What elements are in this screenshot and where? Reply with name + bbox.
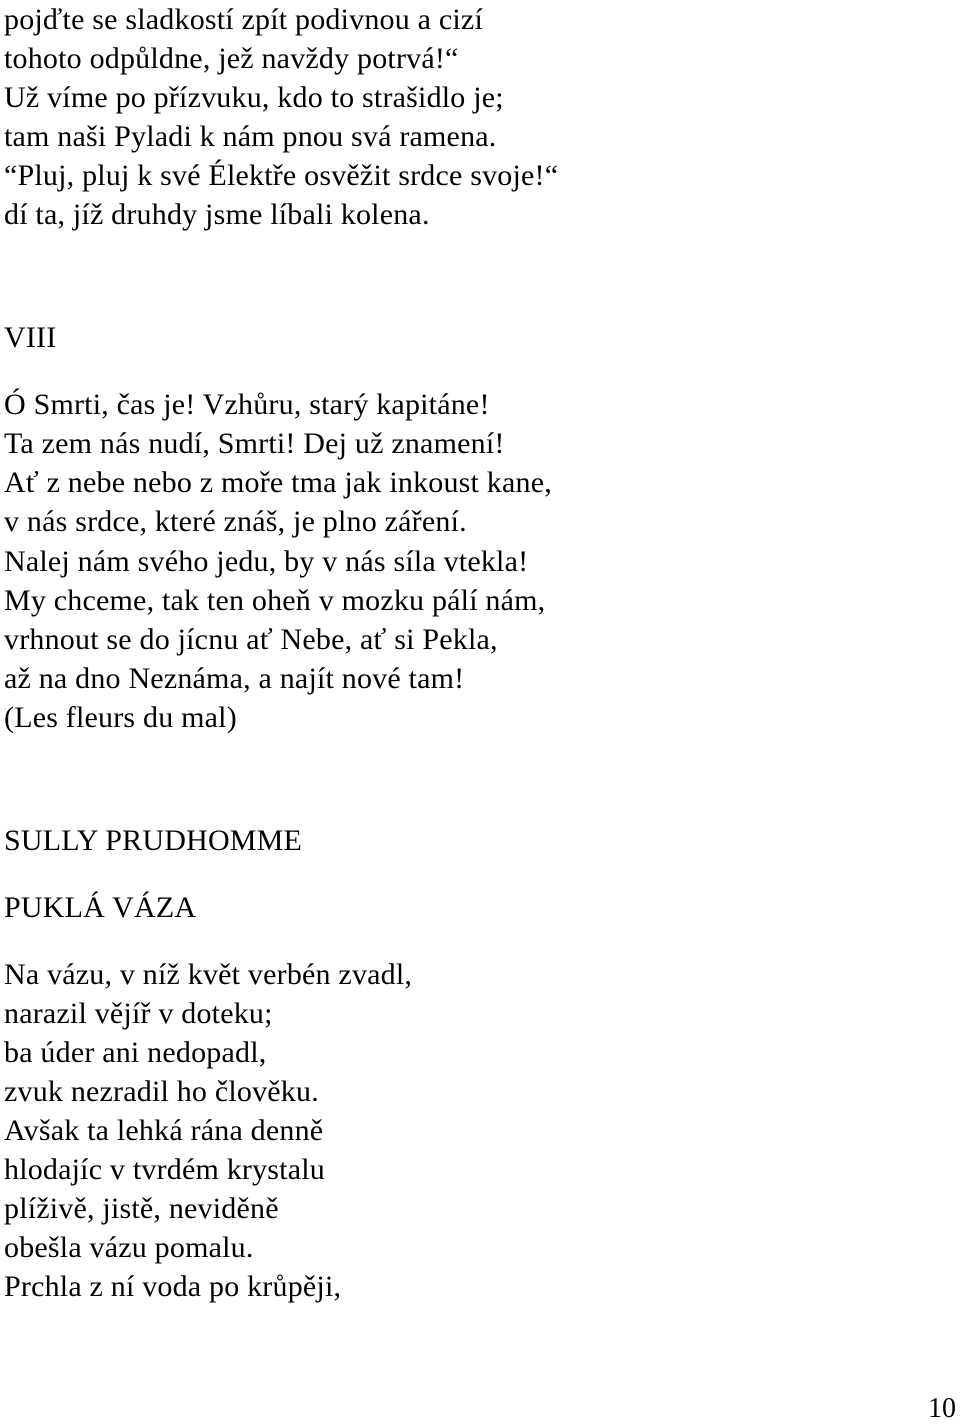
source-citation: (Les fleurs du mal) [4, 701, 237, 734]
author-name: SULLY PRUDHOMME [4, 824, 303, 857]
verse-line: tohoto odpůldne, jež navždy potrvá!“ [4, 42, 459, 75]
verse-line: pojďte se sladkostí zpít podivnou a cizí [4, 3, 483, 36]
verse-line: “Pluj, pluj k své Élektře osvěžit srdce svoje!“ [4, 159, 559, 192]
verse-line: vrhnout se do jícnu ať Nebe, ať si Pekla, [4, 623, 498, 656]
verse-line: hlodajíc v tvrdém krystalu [4, 1153, 325, 1186]
verse-line: Prchla z ní voda po krůpěji, [4, 1270, 342, 1303]
verse-line: ba úder ani nedopadl, [4, 1036, 267, 1069]
verse-line: Nalej nám svého jedu, by v nás síla vtekla! [4, 545, 529, 578]
verse-line: dí ta, jíž druhdy jsme líbali kolena. [4, 198, 430, 231]
poem-title: PUKLÁ VÁZA [4, 891, 197, 924]
verse-line: až na dno Neznáma, a najít nové tam! [4, 662, 465, 695]
verse-line: Ta zem nás nudí, Smrti! Dej už znamení! [4, 427, 505, 460]
verse-line: tam naši Pyladi k nám pnou svá ramena. [4, 120, 497, 153]
verse-line: Avšak ta lehká rána denně [4, 1114, 324, 1147]
verse-line: plíživě, jistě, neviděně [4, 1192, 279, 1225]
section-number: VIII [4, 321, 57, 354]
verse-line: My chceme, tak ten oheň v mozku pálí nám, [4, 584, 546, 617]
verse-line: Už víme po přízvuku, kdo to strašidlo je; [4, 81, 504, 114]
verse-line: Ať z nebe nebo z moře tma jak inkoust kane, [4, 466, 552, 499]
verse-line: narazil vějíř v doteku; [4, 997, 273, 1030]
verse-line: Na vázu, v níž květ verbén zvadl, [4, 958, 413, 991]
verse-line: obešla vázu pomalu. [4, 1231, 254, 1264]
page-number: 10 [928, 1393, 956, 1424]
verse-line: v nás srdce, které znáš, je plno záření. [4, 505, 467, 538]
verse-line: zvuk nezradil ho člověku. [4, 1075, 319, 1108]
verse-line: Ó Smrti, čas je! Vzhůru, starý kapitáne! [4, 388, 490, 421]
